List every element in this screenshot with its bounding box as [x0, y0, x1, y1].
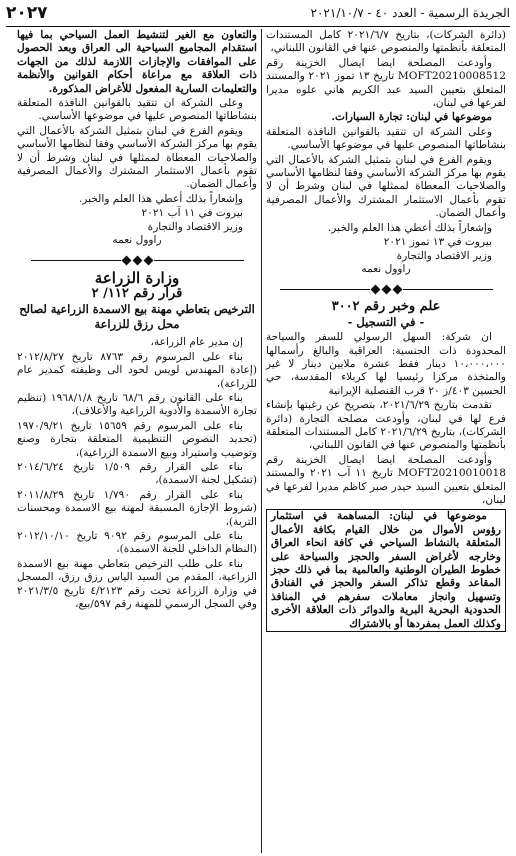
notice-heading: علم وخبر رقم ٣٠٠٢ — [331, 299, 441, 315]
decision-title: الترخيص بتعاطي مهنة بيع الاسمدة الزراعية لصالح محل رزق للزراعة — [19, 302, 255, 332]
paragraph: بناء على القرار رقم ١/٧٩٠ تاريخ ٢٠١١/٨/٢٩ (شروط الإجازة المسبقة لمهنة بيع الاسمدة ومحسنات التربة)، — [17, 488, 257, 528]
gazette-issue-title: الجريدة الرسمية - العدد ٤٠ - ٢٠٢١/١٠/٧ — [310, 6, 510, 20]
paragraph: وأودعت المصلحة ايضا ايصال الخزينة رقم MOFT20210008512 تاريخ ١٣ تموز ٢٠٢١ والمستند المتعلق بتعيين السيد عبد الكريم هاني علوه مديرا لفرعها في لبنان، — [266, 56, 506, 110]
paragraph: بناء على طلب الترخيص بتعاطي مهنة بيع الاسمدة الزراعية، المقدم من السيد الياس رزق رزق، المسجل في وزارة الزراعة تحت رقم ٤/٢١٢٣ تاريخ ٢٠٢١/٣/٥ وفي السجل الرسمي للمهنة رقم ٥٩٧/بيع، — [17, 557, 257, 611]
signature-name: راوول نعمه — [361, 262, 411, 275]
paragraph-subject: موضوعها في لبنان: المساهمة في استثمار رؤوس الأموال من خلال القيام بكافة الأعمال المتعلقة بالنشاط السياحي في كافة انحاء العراق وخارجه لأغراض السفر والحجز والسياحة على خطوط الطيران الوطنية والعالمية بما في ذلك حجز المقاعد وقطع تذاكر السفر والحجز في الفنادق وتسهيل وانجاز معاملات سفرهم في المنافذ الحدودية البحرية البرية والدوائر ذات العلاقة الأخرى وكذلك العمل بمفردها أو بالاشتراك — [271, 510, 501, 630]
paragraph: إن مدير عام الزراعة، — [150, 336, 243, 349]
paragraph: ويقوم الفرع في لبنان بتمثيل الشركة بالأعمال التي يقوم بها مركز الشركة الأساسي وفقا لنظامها الأساسي والصلاحيات المعطاة لممثلها في لبنان وشرط أن لا تقوم بأعمال الاستثمار المشترك والأعمال المصرفية وأعمال الضمان. — [17, 124, 257, 191]
section-divider — [266, 284, 506, 294]
page-header — [6, 0, 510, 27]
right-column — [262, 27, 510, 853]
signature-title: وزير الاقتصاد والتجارة — [396, 249, 492, 262]
paragraph: وإشعاراً بذلك أعطي هذا العلم والخبر. — [78, 192, 243, 205]
ministry-heading: وزارة الزراعة — [94, 268, 180, 287]
signature-title: وزير الاقتصاد والتجارة — [147, 220, 243, 233]
paragraph: بناء على القانون رقم ٦٨/٦ تاريخ ١٩٦٨/١/٨ (تنظيم تجارة الأسمدة والأدوية الزراعية والأعلاف)، — [17, 391, 257, 418]
column-rule — [261, 29, 262, 853]
paragraph: وإشعاراً بذلك أعطي هذا العلم والخبر. — [327, 221, 492, 234]
signature-name: راوول نعمه — [112, 234, 162, 247]
paragraph: ان شركة: السهل الرسولي للسفر والسياحة المحدودة ذات الجنسية: العراقية والبالغ رأسمالها ١٠،٠٠٠،٠٠٠ دينار فقط عشرة ملايين دينار لا غير والمتخذة مركزا رئيسيا لها كربلاء المقدسة، حي الحسين ٤٠٣/ز ٢٠ قرب القنصلية الإيرانية — [266, 331, 506, 397]
paragraph: بناء على القرار رقم ١/٥٠٩ تاريخ ٢٠١٤/٦/٢٤ (تشكيل لجنة الاسمدة)، — [17, 460, 257, 487]
subject-box — [266, 509, 506, 632]
signature-date: بيروت في ١٣ تموز ٢٠٢١ — [383, 236, 492, 249]
section-divider — [17, 256, 257, 266]
paragraph: وأودعت المصلحة ايضا ايصال الخزينة رقم MOFT20210010018 تاريخ ١١ آب ٢٠٢١ والمستند المتعلق بتعيين السيد حيدر صبر كاظم مديرا لفرعها في لبنان، — [266, 453, 506, 506]
paragraph: تقدمت بتاريخ ٢٠٢١/٦/٢٩، بتصريح عن رغبتها بإنشاء فرع لها في لبنان، وأودعت مصلحة التجارة (دائرة الشركات)، بتاريخ ٢٠٢١/٦/٢٩ كامل المستندات المتعلقة بأنظمتها والمنصوص عنها في القانون اللبناني، — [266, 399, 506, 452]
notice-subheading: - في التسجيل - — [347, 314, 425, 329]
signature-date: بيروت في ١١ آب ٢٠٢١ — [141, 207, 243, 220]
columns — [6, 27, 510, 853]
page-number: ٢٠٢٧ — [6, 3, 48, 23]
paragraph: وعلى الشركة ان تتقيد بالقوانين النافذة المتعلقة بنشاطاتها المنصوص عليها في موضوعها الأساسي. — [17, 97, 257, 123]
paragraph: بناء على المرسوم رقم ٩٠٩٢ تاريخ ٢٠١٢/١٠/١٠ (النظام الداخلي للجنة الاسمدة)، — [17, 530, 257, 556]
paragraph: بناء على المرسوم رقم ٨٧٦٣ تاريخ ٢٠١٢/٨/٢٧ (إعادة المهندس لويس لحود الى وظيفته كمدير عام للزراعة)، — [17, 350, 257, 390]
paragraph-subject: موضوعها في لبنان: تجارة السيارات. — [331, 111, 492, 124]
paragraph: (دائرة الشركات)، بتاريخ ٢٠٢١/٦/٧ كامل المستندات المتعلقة بأنظمتها والمنصوص عنها في القانون اللبناني، — [266, 29, 507, 55]
left-column — [13, 27, 261, 853]
paragraph: وعلى الشركة ان تتقيد بالقوانين النافذة المتعلقة بنشاطاتها المنصوص عليها في موضوعها الأساسي. — [266, 125, 506, 152]
paragraph: بناء على المرسوم رقم ١٥٦٥٩ تاريخ ١٩٧٠/٩/٢١ (تحديد النصوص التنظيمية المتعلقة بتجارة وصنع وتوضيب واستيراد وبيع الاسمدة الزراعية)، — [17, 419, 257, 459]
decision-number: قرار رقم ١١٢/ ٢ — [91, 285, 183, 301]
paragraph: ويقوم الفرع في لبنان بتمثيل الشركة بالأعمال التي يقوم بها مركز الشركة الأساسي وفقا لنظامها الأساسي والصلاحيات المعطاة لممثلها في لبنان وشرط أن لا تقوم بأعمال الاستثمار المشترك والأعمال المصرفية وأعمال الضمان. — [266, 153, 506, 220]
paragraph: والتعاون مع الغير لتنشيط العمل السياحي بما فيها استقدام المجاميع السياحية الى العراق وبعد الحصول على الموافقات والإجازات اللازمة لذلك من الجهات ذات العلاقة مع مراعاة أحكام القوانين والأنظمة والتعليمات السارية المفعول للأغراض المذكورة. — [17, 29, 257, 95]
